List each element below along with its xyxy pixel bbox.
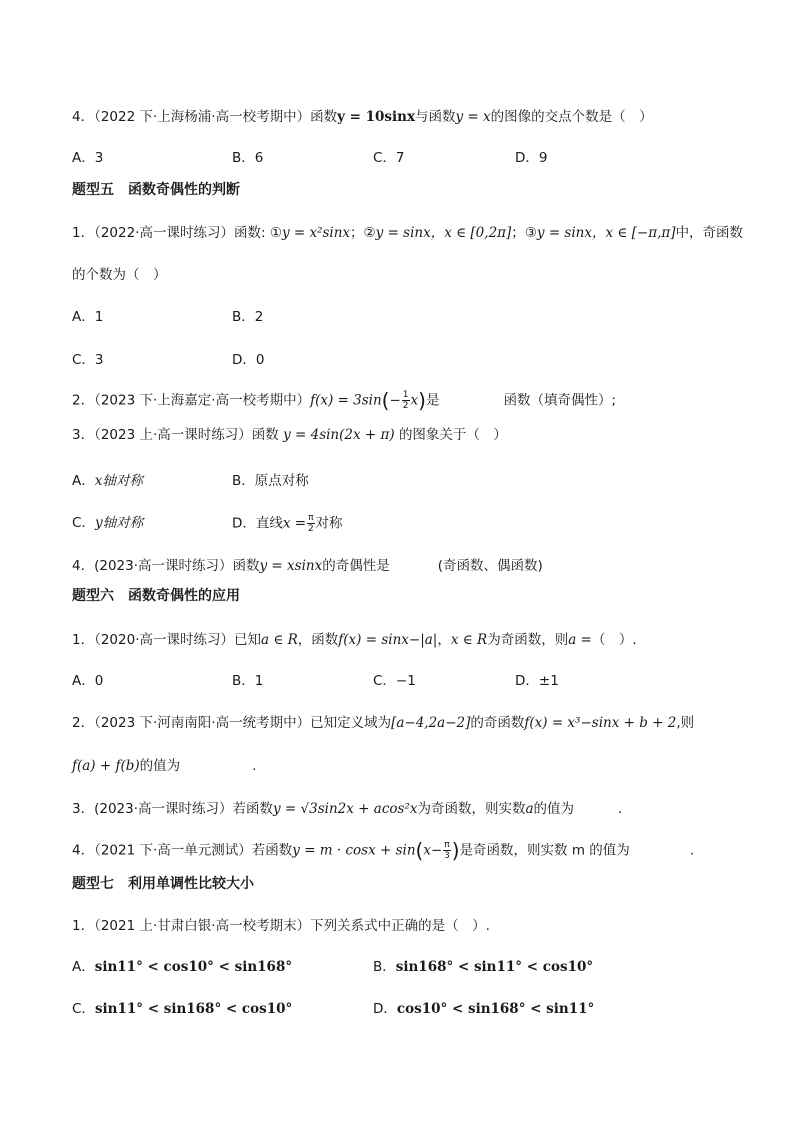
formula: f(x) = x³−sinx + b + 2	[524, 715, 677, 731]
question-text: 3．（2023 上·高一课时练习）函数	[72, 427, 279, 443]
question-text: ；③	[511, 225, 537, 241]
formula: x ∈ R	[450, 632, 488, 648]
option-label: B．	[373, 959, 396, 975]
question-text: ；②	[350, 225, 376, 241]
formula: y = 4sin(2x + π)	[283, 427, 395, 443]
fraction-numerator: 1	[402, 390, 409, 400]
question-text: 函数（填奇偶性）;	[503, 392, 617, 409]
question-text: 中，奇函数	[675, 225, 744, 241]
option-d: D．0	[232, 352, 265, 368]
paren-close: )	[418, 388, 426, 413]
s5-question-1	[72, 223, 743, 243]
option-label: C．	[72, 515, 95, 531]
formula: x =	[282, 515, 307, 532]
question-text: 4．（2022 下·上海杨浦·高一校考期中）函数	[72, 109, 338, 125]
variable-x: x	[410, 392, 419, 409]
formula: f(x) = 3sin	[310, 392, 382, 409]
formula: y = xsinx	[259, 558, 323, 574]
option-c: C．7	[373, 150, 405, 166]
fraction-numerator: π	[308, 513, 314, 523]
s6-question-4	[72, 840, 694, 861]
question-text: .	[689, 842, 695, 859]
option-label: A．	[72, 473, 95, 489]
question-text: （ ）.	[591, 632, 637, 648]
question-text: 的值为	[139, 758, 181, 774]
formula: a =	[568, 632, 592, 648]
formula: sin11° < cos10° < sin168°	[94, 959, 293, 975]
option-b: B．1	[232, 673, 264, 689]
question-text: 是奇函数，则实数 m 的值为	[459, 842, 630, 859]
s5-question-3	[72, 425, 507, 445]
option-label: D．直线	[232, 515, 283, 532]
question-text: (奇函数、偶函数)	[437, 558, 543, 574]
question-text: 与函数	[415, 109, 456, 125]
formula: cos10° < sin168° < sin11°	[396, 1001, 595, 1017]
fraction	[307, 513, 314, 534]
fraction-numerator: π	[444, 840, 450, 850]
question-text: 为奇函数，则	[487, 632, 569, 648]
paren-close: )	[451, 838, 460, 863]
option-b: B．6	[232, 150, 264, 166]
question-text: ，函数	[297, 632, 339, 648]
section-6-title: 题型六 函数奇偶性的应用	[72, 588, 240, 604]
formula: [a−4,2a−2]	[391, 715, 471, 731]
paren-open: (	[415, 838, 424, 863]
fraction	[402, 390, 410, 411]
option-d	[232, 513, 343, 534]
option-b: B．2	[232, 309, 264, 325]
option-a: A．3	[72, 150, 104, 166]
fraction-denominator: 2	[307, 524, 314, 534]
s5-question-1-line2: 的个数为（ ）	[72, 267, 167, 283]
fraction	[443, 840, 450, 861]
option-a	[72, 471, 143, 491]
question-text: 的奇偶性是	[322, 558, 390, 574]
formula: y = sinx，x ∈ [−π,π]	[536, 225, 676, 241]
formula: sin168° < sin11° < cos10°	[395, 959, 594, 975]
section-7-title: 题型七 利用单调性比较大小	[72, 876, 254, 892]
formula: f(a) + f(b)	[72, 758, 140, 774]
option-label: A．	[72, 959, 95, 975]
paren-open: (	[381, 388, 390, 413]
question-text: .	[618, 801, 623, 817]
option-c: C．−1	[373, 673, 416, 689]
s5-question-2	[72, 390, 616, 411]
fraction-denominator: 2	[402, 401, 409, 411]
formula: y = sinx，x ∈ [0,2π]	[375, 225, 512, 241]
question-text: 的奇函数	[470, 715, 525, 731]
s6-question-2-line2	[72, 756, 256, 776]
option-c	[72, 999, 292, 1019]
question-text: 2．（2023 下·河南南阳·高一统考期中）已知定义域为	[72, 715, 392, 731]
question-text: 2．（2023 下·上海嘉定·高一校考期中）	[72, 392, 311, 409]
question-text: ，	[437, 632, 451, 648]
question-4-block1	[72, 107, 653, 127]
question-text: 1．（2022·高一课时练习）函数: ①	[72, 225, 282, 241]
question-text: 4．（2021 下·高一单元测试）若函数	[72, 842, 293, 859]
minus-sign: −	[389, 392, 401, 409]
question-text: 的图象关于（ ）	[398, 427, 507, 443]
question-text: 1．（2020·高一课时练习）已知	[72, 632, 261, 648]
formula: a ∈ R	[261, 632, 298, 648]
option-a: A．1	[72, 309, 104, 325]
question-text: 为奇函数，则实数	[417, 801, 526, 817]
option-a	[72, 957, 292, 977]
option-c: C．3	[72, 352, 104, 368]
formula: y = √3sin2x + acos²x	[273, 801, 418, 817]
question-text: .	[252, 758, 257, 774]
s6-question-2	[72, 713, 694, 733]
s6-question-1	[72, 630, 637, 650]
question-text: ,则	[676, 715, 695, 731]
formula: x−	[423, 842, 443, 859]
formula: a	[525, 801, 534, 817]
s5-question-4	[72, 556, 543, 576]
s7-question-1: 1．（2021 上·甘肃白银·高一校考期末）下列关系式中正确的是（ ）.	[72, 918, 490, 934]
option-text: x轴对称	[94, 473, 143, 489]
option-c	[72, 513, 143, 533]
option-label: D．	[373, 1001, 397, 1017]
option-label: C．	[72, 1001, 95, 1017]
question-text: 是	[425, 392, 440, 409]
formula: y = m · cosx + sin	[292, 842, 416, 859]
formula: sin11° < sin168° < cos10°	[94, 1001, 293, 1017]
fraction-denominator: 3	[444, 851, 450, 861]
option-a: A．0	[72, 673, 104, 689]
s6-question-3	[72, 799, 622, 819]
question-text: 3．(2023·高一课时练习）若函数	[72, 801, 274, 817]
question-text: 的值为	[533, 801, 575, 817]
option-b: B．原点对称	[232, 473, 309, 489]
question-text: 的图像的交点个数是（ ）	[490, 109, 653, 125]
option-b	[373, 957, 593, 977]
formula: y = 10sinx	[337, 109, 416, 125]
formula: y = x	[455, 109, 491, 125]
option-text: 对称	[315, 515, 343, 532]
question-text: 4．(2023·高一课时练习）函数	[72, 558, 260, 574]
section-5-title: 题型五 函数奇偶性的判断	[72, 182, 240, 198]
option-d	[373, 999, 594, 1019]
formula: y = x²sinx	[281, 225, 351, 241]
formula: f(x) = sinx−|a|	[338, 632, 438, 648]
option-text: y轴对称	[94, 515, 144, 531]
option-d: D．9	[515, 150, 548, 166]
option-d: D．±1	[515, 673, 559, 689]
